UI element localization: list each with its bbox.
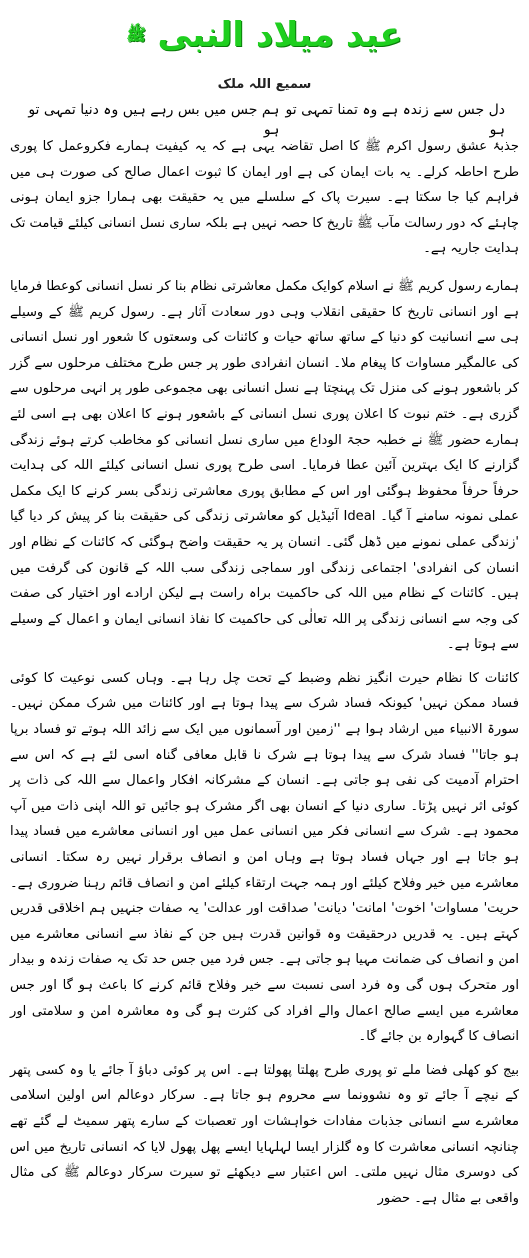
paragraph-3: کائنات کا نظام حیرت انگیز نظم وضبط کے تحت چل رہا ہے۔ وہاں کسی نوعیت کا کوئی فساد ممکن نہیں' کیونکہ فساد شرک سے پیدا ہوتا ہے اور کائنات میں شرک ممکن نہیں۔ سورۃ الانبیاء میں ارشاد ہوا ہے ''زمین اور آسمانوں میں ایک سے زائد اللہ ہوتے تو فساد برپا ہو جاتا'' فساد شرک سے پیدا ہوتا ہے شرک نا قابل معافی گناہ اسی لئے ہے کہ اس سے احترام آدمیت کی نفی ہو جاتی ہے۔ انسان کے مشرکانہ افکار واعمال سے اللہ کی ذات پر کوئی اثر نہیں پڑتا۔ ساری دنیا کے انسان بھی اگر مشرک ہو جائیں تو اللہ اپنی ذات میں آپ محمود ہے۔ شرک سے انسانی فکر میں انسانی عمل میں اور انسانی معاشرے میں فساد پیدا ہو جاتا ہے اور جہاں فساد ہوتا ہے وہاں امن و انصاف برقرار نہیں رہ سکتا۔ انسانی معاشرے میں خیر وفلاح کیلئے اور ہمہ جہت ارتقاء کیلئے امن و انصاف قائم رہنا ضروری ہے۔ حریت' مساوات' اخوت' امانت' دیانت' صداقت اور عدالت' یہ صفات جنہیں ہم اخلاقی قدریں کہتے ہیں۔ یہ قدریں درحقیقت وہ قوانین قدرت ہیں جن کے نفاذ سے انسانی معاشرے میں امن و انصاف کی ضمانت مہیا ہو جاتی ہے۔ جس فرد میں جس حد تک یہ صفات زندہ و بیدار اور متحرک ہوں گی وہ فرد اسی نسبت سے خیر وفلاح قائم کرنے کا باعث ہو گا اور جس معاشرے میں ایسے صالح اعمال والے افراد کی کثرت ہو گی وہ معاشرہ امن و سلامتی اور انصاف کا گہوارہ بن جائے گا۔ [10, 670, 519, 1045]
poetry-couplet [10, 100, 519, 138]
author-name: سمیع اللہ ملک [217, 77, 312, 92]
title-area [10, 4, 519, 70]
article-title [126, 10, 402, 60]
title-text: عید میلاد النبی [157, 15, 403, 55]
couplet-line-left: ہم جس میں بس رہے ہیں وہ دنیا تمہی تو ہو [28, 102, 280, 138]
paragraph-2: ہمارے رسول کریم ﷺ نے اسلام کوایک مکمل معاشرتی نظام بنا کر نسل انسانی کوعطا فرمایا ہے اور انسانی تاریخ کا حقیقی انقلاب وہی دور سعادت آثار ہے۔ رسول کریم ﷺ کے وسیلے ہی سے انسانیت کو دنیا کے ساتھ ساتھ حیات و کائنات کی وسعتوں کا شعور اور نسل انسانی کی عالمگیر مساوات کا پیغام ملا۔ انسان انفرادی طور پر جس طرح مختلف مرحلوں سے گزر کر باشعور ہونے کی منزل تک پہنچتا ہے نسل انسانی بھی مجموعی طور پر انہی مرحلوں سے گزری ہے۔ ختم نبوت کا اعلان پوری نسل انسانی کے باشعور ہونے کا اعلان بھی ہے اسی لئے ہمارے حضور ﷺ نے خطبہ حجۃ الوداع میں ساری نسل انسانی کو مخاطب کرتے ہوئے زندگی گزارنے کا ایک بہترین آئین عطا فرمایا۔ اسی طرح پوری نسل انسانی کیلئے اللہ کی ہدایت حرفاً حرفاً محفوظ ہوگئی اور اس کے مطابق پوری معاشرتی زندگی بسر کرنے کا ایک مکمل عملی نمونہ سامنے آ گیا۔ Ideal آئیڈیل کو معاشرتی زندگی کی حقیقت بنا کر پیش کر دیا گیا 'زندگی عملی نمونے میں ڈھل گئی۔ انسان پر یہ حقیقت واضح ہوگئی کہ کائنات کے نظام اور انسان کی انفرادی' اجتماعی زندگی اور سماجی زندگی سب اللہ کے قانون کی گرفت میں ہیں۔ کائنات کے نظام میں اللہ کی حاکمیت براہ راست ہے لیکن ارادے اور اختیار کی صفت کی وجہ سے انسانی زندگی پر اللہ تعالٰی کی حاکمیت کا نفاذ انسانی ایمان و اعمال کے وسیلے سے ہوتا ہے۔ [10, 278, 519, 653]
article-body [10, 134, 519, 1211]
paragraph-4: بیج کو کھلی فضا ملے تو پوری طرح پھلتا پھولتا ہے۔ اس پر کوئی دباؤ آ جائے یا وہ کسی پتھر کے نیچے آ جائے تو وہ نشوونما سے محروم ہو جاتا ہے۔ سرکار دوعالم اس اولین اسلامی معاشرے سے انسانی جذبات مفادات خواہشات اور تعصبات کے سارے پتھر سمیٹ لے گئے تھے چنانچہ انسانی معاشرت کا وہ گلزار ایسا لہلہایا ایسے پھل پھول لایا کہ انسانی تاریخ میں اس کی دوسری مثال نہیں ملتی۔ اس اعتبار سے دیکھئے تو سیرت سرکار دوعالم ﷺ کی مثال واقعی بے مثال ہے۔ حضور [10, 1062, 519, 1206]
couplet-line-right: دل جس سے زندہ ہے وہ تمنا تمہی تو ہو [285, 102, 505, 138]
paragraph-1: جذبۂ عشق رسول اکرم ﷺ کا اصل تقاضہ یہی ہے کہ یہ کیفیت ہمارے فکروعمل کا پوری طرح احاطہ کرلے۔ یہ بات ایمان کی ہے اور ایمان کا ثبوت اعمال صالح کی صورت ہی میں فراہم کیا جا سکتا ہے۔ سیرت پاک کے سلسلے میں یہ حقیقت بھی ہمارا جزو ایمان ہونی چاہئے کہ دور رسالت مآب ﷺ تاریخ کا حصہ نہیں ہے بلکہ ساری نسل انسانی کیلئے قیامت تک ہدایت جاریہ ہے۔ [10, 139, 519, 257]
honorific-calligraphy: ﷺ [126, 25, 146, 44]
